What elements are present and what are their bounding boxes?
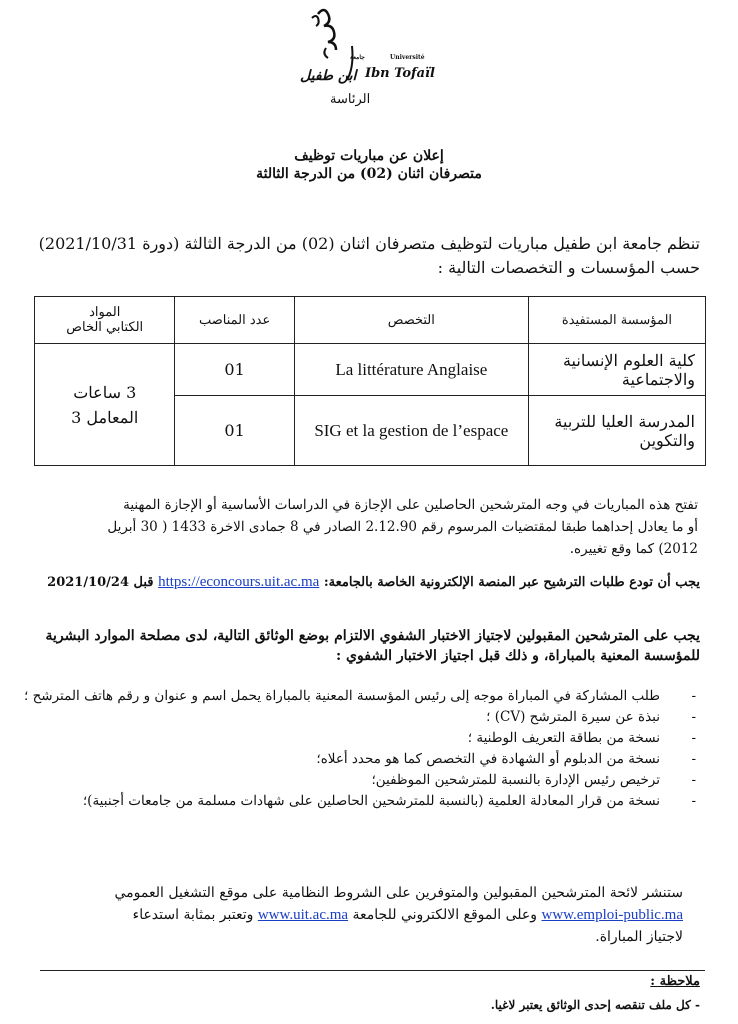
logo-french-name: Ibn Tofaïl bbox=[365, 66, 435, 81]
final-mid-text: وعلى الموقع الالكتروني للجامعة bbox=[352, 907, 538, 923]
results-publication-notice bbox=[63, 882, 683, 948]
header-subjects bbox=[35, 297, 175, 344]
oral-notice-line-1: يجب على المترشحين المقبولين لاجتياز الاختبار الشفوي الالتزام بوضع الوثائق التالية، لدى مصلحة الموارد البشرية bbox=[45, 628, 700, 644]
logo-presidency: الرئاسة bbox=[330, 92, 371, 107]
cell-subjects bbox=[35, 344, 175, 466]
header-specialty: التخصص bbox=[294, 297, 528, 344]
final-line-2 bbox=[63, 904, 683, 926]
list-item: - نسخة من الدبلوم أو الشهادة في التخصص كما هو محدد أعلاه؛ bbox=[10, 749, 700, 770]
cell-institution: المدرسة العليا للتربية والتكوين bbox=[528, 396, 705, 466]
announcement-subtitle: متصرفان اثنان (02) من الدرجة الثالثة bbox=[256, 166, 482, 182]
submission-deadline: قبل 2021/10/24 bbox=[47, 575, 154, 590]
logo-french-university: Université bbox=[390, 54, 425, 61]
dash-icon: - bbox=[691, 730, 696, 746]
subject-duration: 3 ساعات bbox=[73, 382, 137, 402]
final-tail-text: وتعتبر بمثابة استدعاء bbox=[132, 907, 254, 923]
note-title: ملاحظة : bbox=[650, 974, 700, 989]
dash-icon: - bbox=[690, 998, 700, 1012]
university-logo bbox=[290, 4, 440, 110]
eligibility-line-3: 2012) كما وقع تغييره. bbox=[569, 541, 698, 557]
header-subjects-sub: الكتابي الخاص bbox=[66, 320, 144, 335]
dash-icon: - bbox=[691, 772, 696, 788]
table-row bbox=[35, 344, 706, 396]
eligibility-paragraph bbox=[48, 494, 698, 560]
cell-positions: 01 bbox=[175, 396, 294, 466]
list-item: - نسخة من بطاقة التعريف الوطنية ؛ bbox=[10, 728, 700, 749]
documents-list bbox=[10, 686, 700, 812]
header-institution: المؤسسة المستفيدة bbox=[528, 297, 705, 344]
logo-arabic-name: ابن طفيل bbox=[300, 68, 357, 84]
list-item: - طلب المشاركة في المباراة موجه إلى رئيس المؤسسة المعنية بالمباراة يحمل اسم و عنوان و رقم هاتف المترشح ؛ bbox=[10, 686, 700, 707]
oral-notice-line-2: للمؤسسة المعنية بالمباراة، و ذلك قبل اجتياز الاختبار الشفوي : bbox=[336, 648, 700, 664]
list-item: - ترخيص رئيس الإدارة بالنسبة للمترشحين الموظفين؛ bbox=[10, 770, 700, 791]
dash-icon: - bbox=[691, 751, 696, 767]
cell-specialty: La littérature Anglaise bbox=[294, 344, 528, 396]
submission-link[interactable]: https://econcours.uit.ac.ma bbox=[158, 574, 320, 590]
dash-icon: - bbox=[691, 793, 696, 809]
eligibility-line-2: أو ما يعادل إحداهما طبقا لمقتضيات المرسوم رقم 2.12.90 الصادر في 8 جمادى الاخرة 1433 ( 30 أبريل bbox=[107, 519, 698, 535]
final-line-1: ستنشر لائحة المترشحين المقبولين والمتوفرين على الشروط النظامية على موقع التشغيل العمومي bbox=[114, 885, 683, 901]
table-header-row bbox=[35, 297, 706, 344]
dash-icon: - bbox=[691, 688, 696, 704]
eligibility-line-1: تفتح هذه المباريات في وجه المترشحين الحاصلين على الإجازة في الدراسات الأساسية أو الإجازة المهنية bbox=[123, 497, 698, 513]
note-item: - كل ملف تنقصه إحدى الوثائق يعتبر لاغيا. bbox=[490, 998, 700, 1012]
logo-arabic-university: جامعة bbox=[350, 54, 365, 61]
subject-coefficient: المعامل 3 bbox=[71, 407, 139, 427]
cell-institution: كلية العلوم الإنسانية والاجتماعية bbox=[528, 344, 705, 396]
divider bbox=[40, 970, 705, 971]
list-item: - نبذة عن سيرة المترشح (CV) ؛ bbox=[10, 707, 700, 728]
list-item: - نسخة من قرار المعادلة العلمية (بالنسبة للمترشحين الحاصلين على شهادات مسلمة من جامعات أجنبية)؛ bbox=[10, 791, 700, 812]
intro-line-1: تنظم جامعة ابن طفيل مباريات لتوظيف متصرفان اثنان (02) من الدرجة الثالثة (دورة 2021/10/31) bbox=[38, 234, 700, 253]
submission-notice bbox=[10, 574, 700, 591]
submission-text: يجب أن تودع طلبات الترشيح عبر المنصة الإلكترونية الخاصة بالجامعة: bbox=[323, 575, 700, 590]
university-site-link[interactable]: www.uit.ac.ma bbox=[257, 907, 349, 923]
oral-exam-notice bbox=[10, 626, 700, 666]
intro-line-2: حسب المؤسسات و التخصصات التالية : bbox=[437, 258, 700, 277]
final-line-3: لاجتياز المباراة. bbox=[595, 929, 683, 945]
offers-table bbox=[34, 296, 706, 466]
header-subjects-label: المواد bbox=[89, 305, 121, 320]
emploi-public-link[interactable]: www.emploi-public.ma bbox=[541, 907, 683, 923]
cell-specialty: SIG et la gestion de l’espace bbox=[294, 396, 528, 466]
announcement-title: إعلان عن مباريات توظيف bbox=[294, 148, 444, 164]
cell-positions: 01 bbox=[175, 344, 294, 396]
header-positions: عدد المناصب bbox=[175, 297, 294, 344]
dash-icon: - bbox=[691, 709, 696, 725]
